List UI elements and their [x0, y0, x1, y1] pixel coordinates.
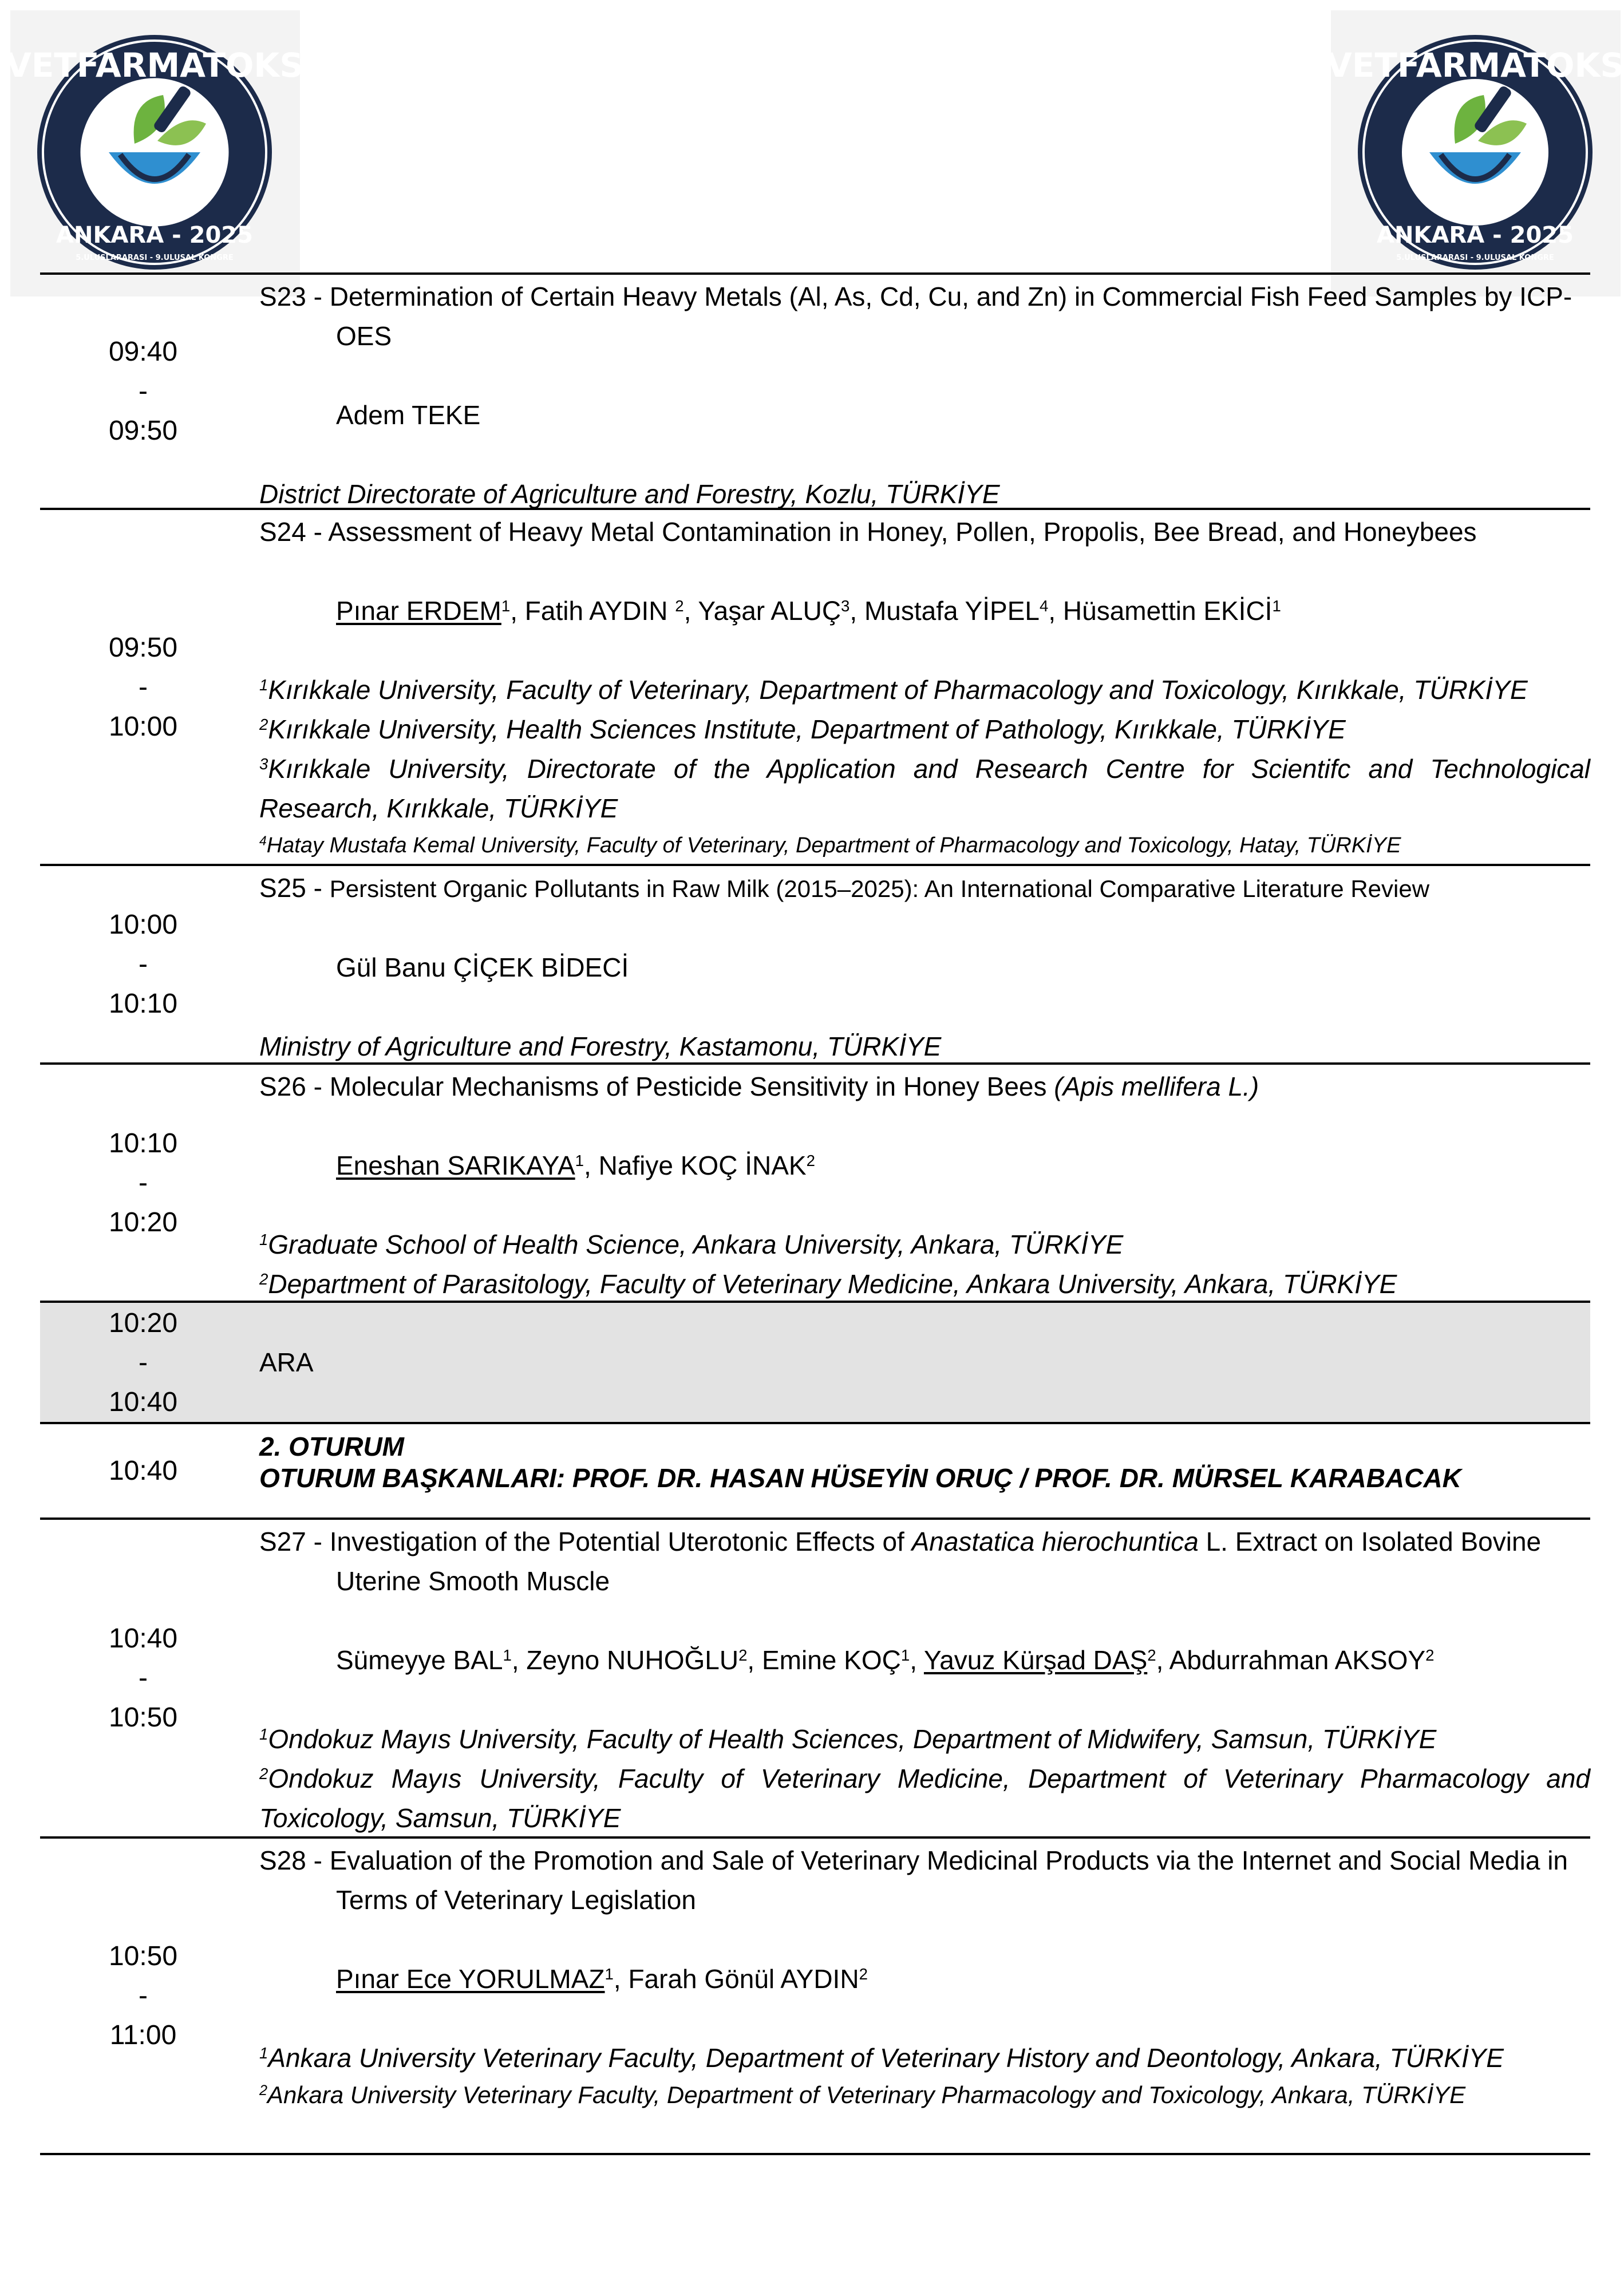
conference-logo-left	[5, 10, 304, 297]
time-start: 10:40	[108, 1456, 178, 1486]
presentation	[259, 866, 1590, 1071]
time-dash: -	[139, 376, 148, 406]
svg-text:5.ULUSLARARASI - 9.ULUSAL KONG: 5.ULUSLARARASI - 9.ULUSAL KONGRE	[76, 254, 234, 262]
presenting-author: Eneshan SARIKAYA	[336, 1151, 575, 1180]
time-end: 10:40	[108, 1386, 178, 1417]
affiliation: $^3$Kırıkkale University, Directorate of the Application and Research Centre for Scientifc and Technological Research, Kırıkkale, TÜRKİYE	[259, 754, 1590, 823]
time-start: 09:40	[108, 337, 178, 367]
presenting-author: Pınar ERDEM	[336, 596, 501, 626]
conference-logo-emblem	[1326, 32, 1624, 272]
session-title: 2. OTURUM	[259, 1432, 404, 1461]
affiliation: $^4$Hatay Mustafa Kemal University, Faculty of Veterinary, Department of Pharmacology and Toxicology, Hatay, TÜRKİYE	[259, 833, 1401, 857]
affiliation: Ministry of Agriculture and Forestry, Kastamonu, TÜRKİYE	[259, 1032, 942, 1061]
affiliation: $^2$Department of Parasitology, Faculty of Veterinary Medicine, Ankara University, Ankara, TÜRKİYE	[259, 1269, 1397, 1299]
table-row	[40, 1518, 1590, 1836]
presentation-title: S25 - Persistent Organic Pollutants in Raw Milk (2015–2025): An International Comparative Literature Review	[259, 873, 1430, 903]
time-dash: -	[139, 671, 148, 702]
svg-text:VETFARMATOKS: VETFARMATOKS	[1326, 46, 1624, 85]
programme-table	[40, 272, 1590, 2155]
affiliation: $^1$Graduate School of Health Science, Ankara University, Ankara, TÜRKİYE	[259, 1230, 1124, 1259]
time-end: 10:50	[108, 1702, 178, 1733]
affiliation: $^2$Ondokuz Mayıs University, Faculty of Veterinary Medicine, Department of Veterinary Pharmacology and Toxicology, Samsun, TÜRKİYE	[259, 1764, 1590, 1833]
time-end: 10:10	[108, 989, 178, 1019]
presentation	[259, 1839, 1590, 2117]
presentation-title: S24 - Assessment of Heavy Metal Contamination in Honey, Pollen, Propolis, Bee Bread, and Honeybees	[259, 517, 1477, 547]
time-slot	[40, 1520, 246, 1836]
author-list: Sümeyye BAL$^1$, Zeyno NUHOĞLU$^2$, Emine KOÇ$^1$, Yavuz Kürşad DAŞ$^2$, Abdurrahman AKSOY$^2$	[336, 1645, 1435, 1675]
affiliation: $^2$Ankara University Veterinary Faculty, Department of Veterinary Pharmacology and Toxicology, Ankara, TÜRKİYE	[259, 2081, 1466, 2108]
time-end: 11:00	[109, 2020, 177, 2050]
presentation	[259, 275, 1590, 519]
presenting-author: Yavuz Kürşad DAŞ	[923, 1645, 1148, 1675]
presentation-title: S28 - Evaluation of the Promotion and Sale of Veterinary Medicinal Products via the Internet and Social Media in Terms of Veterinary Legislation	[259, 1846, 1568, 1915]
time-start: 10:20	[108, 1307, 178, 1338]
author-list: Pınar ERDEM$^1$, Fatih AYDIN $^2$, Yaşar ALUÇ$^3$, Mustafa YİPEL$^4$, Hüsamettin EKİCİ$^1$	[336, 596, 1281, 626]
time-start: 10:40	[108, 1623, 178, 1654]
table-row	[40, 508, 1590, 864]
time-dash: -	[139, 1663, 148, 1693]
time-dash: -	[139, 1981, 148, 2011]
session-header-row	[40, 1422, 1590, 1518]
table-row	[40, 864, 1590, 1062]
time-dash: -	[139, 1167, 148, 1198]
time-slot	[40, 1839, 246, 2153]
conference-logo-emblem	[5, 32, 304, 272]
table-row	[40, 272, 1590, 508]
session-header	[259, 1424, 1590, 1500]
time-start: 09:50	[108, 632, 178, 663]
time-slot	[40, 510, 246, 864]
session-chairs: OTURUM BAŞKANLARI: PROF. DR. HASAN HÜSEYİN ORUÇ / PROF. DR. MÜRSEL KARABACAK	[259, 1463, 1461, 1493]
svg-text:5.ULUSLARARASI - 9.ULUSAL KONG: 5.ULUSLARARASI - 9.ULUSAL KONGRE	[1396, 254, 1554, 262]
time-start: 10:50	[108, 1941, 178, 1971]
break-row	[40, 1301, 1590, 1422]
svg-text:VETFARMATOKS: VETFARMATOKS	[5, 46, 304, 85]
svg-text:ANKARA - 2025: ANKARA - 2025	[56, 222, 253, 248]
time-end: 09:50	[108, 416, 178, 446]
presentation	[259, 1520, 1590, 1843]
time-dash: -	[139, 1347, 148, 1378]
conference-logo-right	[1326, 10, 1624, 297]
table-row	[40, 1836, 1590, 2155]
time-slot	[40, 1065, 246, 1301]
affiliation: $^1$Ondokuz Mayıs University, Faculty of Health Sciences, Department of Midwifery, Samsun, TÜRKİYE	[259, 1724, 1437, 1754]
time-slot	[40, 275, 246, 508]
author-list: Adem TEKE	[336, 400, 481, 430]
affiliation: $^2$Kırıkkale University, Health Sciences Institute, Department of Pathology, Kırıkkale, TÜRKİYE	[259, 714, 1346, 744]
presentation	[259, 1065, 1590, 1309]
svg-text:ANKARA - 2025: ANKARA - 2025	[1377, 222, 1574, 248]
presentation-title: S23 - Determination of Certain Heavy Metals (Al, As, Cd, Cu, and Zn) in Commercial Fish Feed Samples by ICP-OES	[259, 282, 1572, 351]
time-end: 10:00	[108, 711, 178, 742]
presentation-title: S27 - Investigation of the Potential Uterotonic Effects of Anastatica hierochuntica L. Extract on Isolated Bovine Uterine Smooth Muscle	[259, 1527, 1542, 1596]
time-start: 10:00	[108, 910, 178, 940]
affiliation: District Directorate of Agriculture and Forestry, Kozlu, TÜRKİYE	[259, 479, 1000, 509]
time-end: 10:20	[108, 1207, 178, 1238]
author-list: Gül Banu ÇİÇEK BİDECİ	[336, 953, 629, 982]
presentation-title: S26 - Molecular Mechanisms of Pesticide Sensitivity in Honey Bees (Apis mellifera L.)	[259, 1072, 1259, 1101]
table-row	[40, 1062, 1590, 1301]
time-slot	[40, 866, 246, 1062]
author-list: Pınar Ece YORULMAZ$^1$, Farah Gönül AYDIN$^2$	[336, 1964, 868, 1994]
affiliation: $^1$Ankara University Veterinary Faculty, Department of Veterinary History and Deontology, Ankara, TÜRKİYE	[259, 2043, 1504, 2073]
affiliation: $^1$Kırıkkale University, Faculty of Veterinary, Department of Pharmacology and Toxicology, Kırıkkale, TÜRKİYE	[259, 675, 1528, 705]
time-slot	[40, 1424, 246, 1518]
author-list: Eneshan SARIKAYA$^1$, Nafiye KOÇ İNAK$^2$	[336, 1151, 815, 1180]
presentation	[259, 510, 1590, 867]
break-label: ARA	[259, 1347, 314, 1377]
time-dash: -	[139, 949, 148, 979]
presenting-author: Pınar Ece YORULMAZ	[336, 1964, 605, 1994]
time-slot	[40, 1303, 246, 1422]
time-start: 10:10	[108, 1128, 178, 1159]
